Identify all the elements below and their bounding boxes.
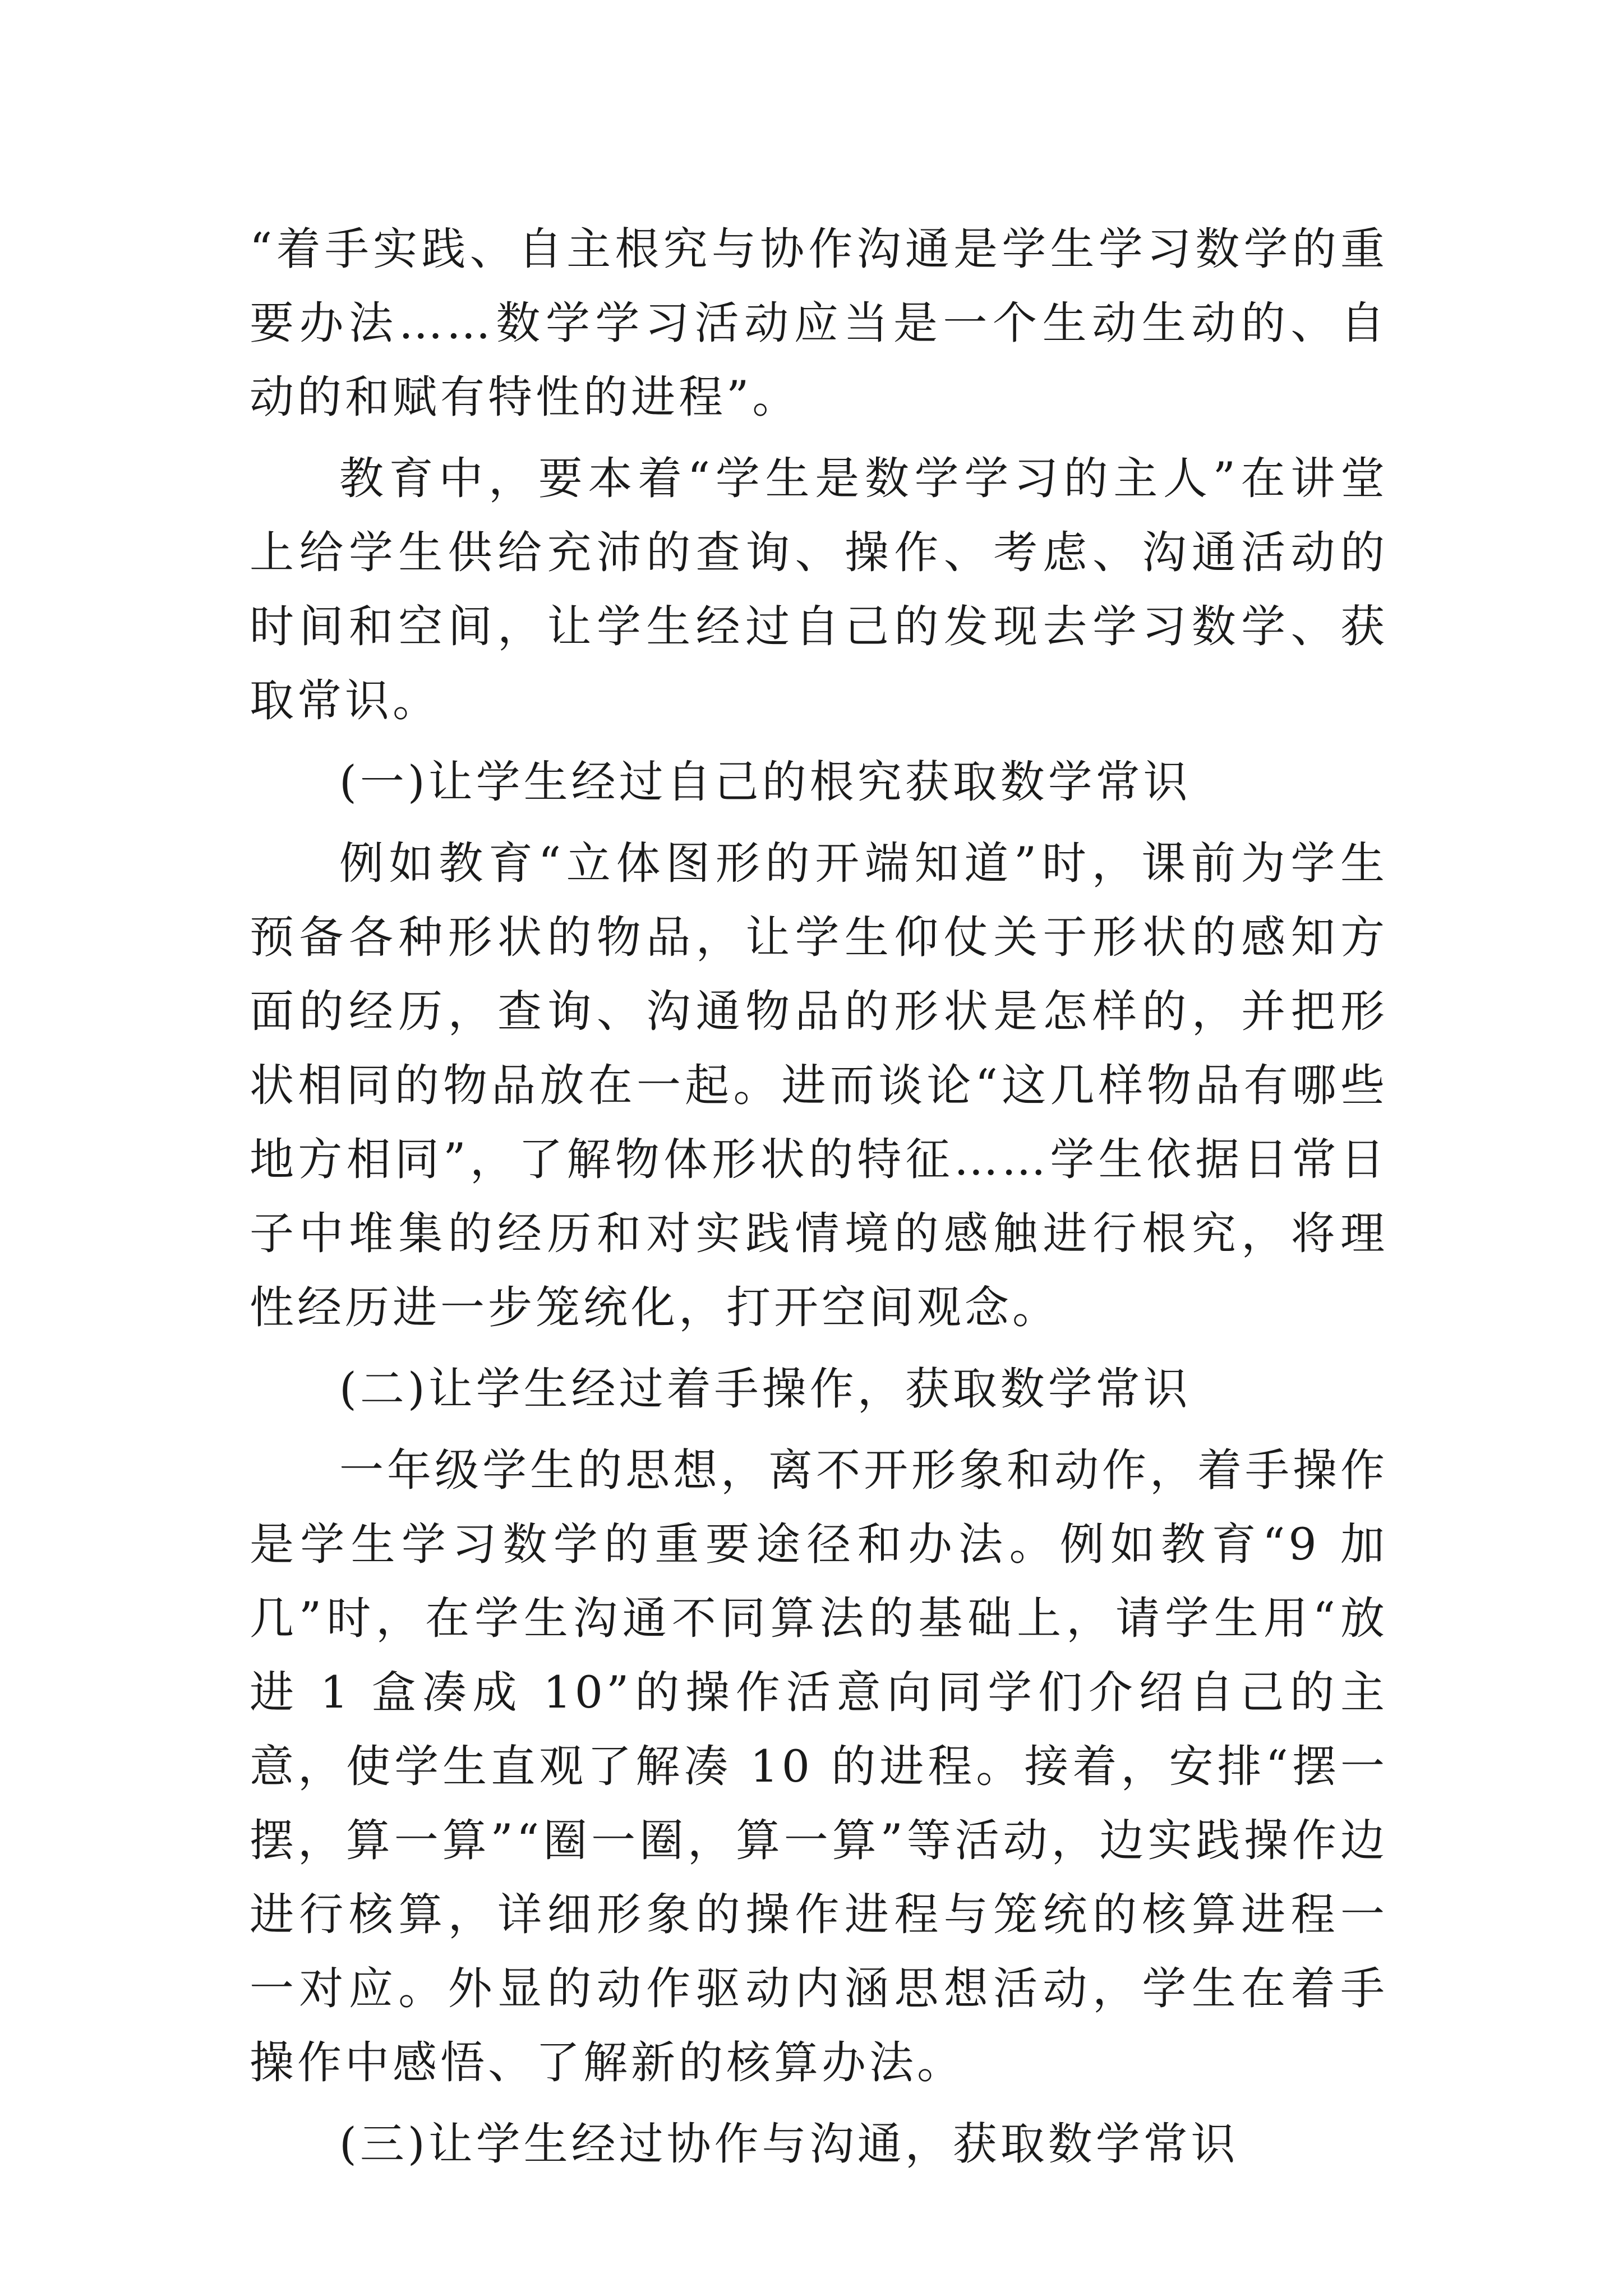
paragraph-hands-on: 一年级学生的思想，离不开形象和动作，着手操作是学生学习数学的重要途径和办法。例如教育“9 加几”时，在学生沟通不同算法的基础上，请学生用“放进 1 盒凑成 10”的操作活意向同学们介绍自己的主意，使学生直观了解凑 10 的进程。接着，安排“摆一摆，算一算”“圈一圈，算一算”等活动，边实践操作边进行核算，详细形象的操作进程与笼统的核算进程一一对应。外显的动作驱动内涵思想活动，学生在着手操作中感悟、了解新的核算办法。 [250, 1444, 1388, 2088]
paragraph-quote: “着手实践、自主根究与协作沟通是学生学习数学的重要办法……数学学习活动应当是一个生动生动的、自动的和赋有特性的进程”。 [250, 223, 1388, 423]
section-heading-3: (三)让学生经过协作与沟通，获取数学常识 [339, 2118, 1239, 2170]
paragraph-example-shapes: 例如教育“立体图形的开端知道”时，课前为学生预备各种形状的物品，让学生仰仗关于形状的感知方面的经历，查询、沟通物品的形状是怎样的，并把形状相同的物品放在一起。进而谈论“这几样物品有哪些地方相同”，了解物体形状的特征……学生依据日常日子中堆集的经历和对实践情境的感触进行根究，将理性经历进一步笼统化，打开空间观念。 [250, 838, 1388, 1333]
section-heading-2: (二)让学生经过着手操作，获取数学常识 [339, 1363, 1191, 1415]
document-body [250, 212, 1388, 2188]
paragraph-teaching: 教育中，要本着“学生是数学学习的主人”在讲堂上给学生供给充沛的查询、操作、考虑、沟通活动的时间和空间，让学生经过自己的发现去学习数学、获取常识。 [250, 453, 1388, 726]
section-heading-1: (一)让学生经过自己的根究获取数学常识 [339, 756, 1191, 808]
